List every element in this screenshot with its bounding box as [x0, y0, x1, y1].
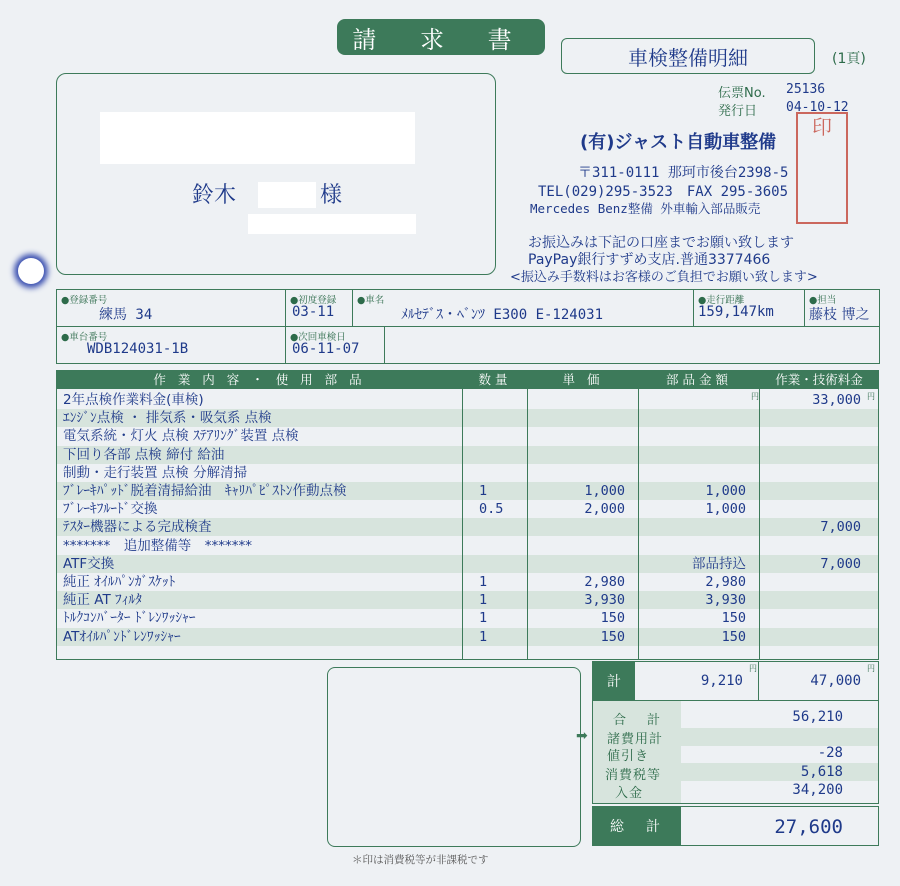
- cell-parts-amount: [640, 409, 746, 427]
- reg-number-label: ●登録番号: [61, 295, 108, 306]
- table-row: [57, 500, 878, 518]
- cell-unit-price: [529, 537, 625, 555]
- chassis-number: WDB124031-1B: [87, 341, 189, 357]
- col-parts-amount: 部品金額: [665, 372, 732, 387]
- yen-mark: 円: [751, 392, 759, 401]
- next-inspection-cell: [285, 326, 385, 364]
- cell-parts-amount: [640, 518, 746, 536]
- cell-unit-price: 150: [600, 610, 625, 627]
- staff: 藤枝 博之: [809, 307, 870, 323]
- cell-description: ATF交換: [63, 555, 115, 572]
- issue-date-label: 発行日: [718, 104, 758, 119]
- yen-mark: 円: [867, 664, 875, 673]
- seal-text: 印: [812, 115, 832, 139]
- tax-value: 5,618: [800, 764, 843, 780]
- mileage-cell: [693, 289, 805, 327]
- cell-unit-price: 150: [600, 628, 625, 645]
- cell-parts-amount: [640, 446, 746, 464]
- company-seal-stamp: [796, 112, 848, 224]
- grand-total-label: 総 計: [593, 807, 681, 845]
- cell-labor: [761, 409, 861, 427]
- table-row: [57, 628, 878, 646]
- cell-labor: [761, 537, 861, 555]
- col-description: 作 業 内 容 ・ 使 用 部 品: [153, 372, 366, 387]
- cell-parts-amount: 2,980: [705, 574, 746, 590]
- cell-parts-amount: 1,000: [705, 501, 746, 518]
- detail-table: [56, 370, 879, 660]
- table-row: [57, 482, 878, 500]
- cell-qty: 0.5: [479, 501, 504, 518]
- cell-labor: 7,000: [820, 555, 861, 572]
- cell-description: 純正 ｵｲﾙﾊﾟﾝｶﾞｽｹｯﾄ: [63, 574, 176, 590]
- cell-description: 純正 AT ﾌｨﾙﾀ: [63, 592, 143, 609]
- car-name-label: ●車名: [357, 295, 385, 306]
- cell-parts-amount: 150: [721, 610, 746, 627]
- paid-value: 34,200: [792, 782, 843, 798]
- cell-qty: 1: [479, 628, 488, 645]
- cell-unit-price: [529, 464, 625, 482]
- cell-qty: 1: [479, 483, 488, 499]
- misc-label: 諸費用計: [607, 732, 664, 747]
- customer-address-box: [56, 73, 496, 275]
- table-row: [57, 427, 878, 445]
- reg-number: 練馬 34: [99, 307, 153, 323]
- cell-description: ﾃｽﾀｰ機器による完成検査: [63, 519, 212, 536]
- table-row: [57, 446, 878, 464]
- document-type: 車検整備明細: [561, 38, 815, 74]
- table-row: [57, 555, 878, 573]
- vehicle-blank-cell: [384, 326, 880, 364]
- cell-unit-price: [529, 446, 625, 464]
- col-qty: 数量: [478, 372, 512, 387]
- first-reg-cell: [285, 289, 353, 327]
- next-inspection-label: ●次回車検日: [290, 332, 346, 343]
- discount-value: -28: [817, 745, 843, 761]
- cell-parts-amount: [640, 464, 746, 482]
- next-inspection-date: 06-11-07: [292, 341, 360, 357]
- car-name-cell: [352, 289, 694, 327]
- cell-unit-price: 3,930: [584, 592, 625, 609]
- cell-unit-price: [529, 555, 625, 573]
- grand-total-row: [592, 806, 879, 846]
- page-number: (1頁): [832, 51, 866, 67]
- chassis-cell: [56, 326, 286, 364]
- cell-description: ﾄﾙｸｺﾝﾊﾞｰﾀｰ ﾄﾞﾚﾝﾜｯｼｬｰ: [63, 610, 196, 627]
- cell-labor: [761, 628, 861, 646]
- table-row: [57, 609, 878, 627]
- cell-parts-amount: [640, 391, 746, 409]
- cell-description: ﾌﾞﾚｰｷﾌﾙｰﾄﾞ交換: [63, 501, 158, 518]
- cell-description: ｴﾝｼﾞﾝ点検 ・ 排気系・吸気系 点検: [63, 410, 272, 427]
- company-name: (有)ジャスト自動車整備: [580, 132, 777, 153]
- cell-unit-price: [529, 518, 625, 536]
- redacted-extra: [248, 214, 416, 234]
- discount-label: 値引き: [607, 749, 650, 764]
- staff-cell: [804, 289, 880, 327]
- staff-label: ●担当: [809, 295, 837, 306]
- cell-description: ATｵｲﾙﾊﾟﾝﾄﾞﾚﾝﾜｯｼｬｰ: [63, 628, 181, 645]
- slip-number: 25136: [786, 82, 826, 97]
- cell-description: 制動・走行装置 点検 分解清掃: [63, 464, 248, 481]
- cell-description: ******* 追加整備等 *******: [63, 537, 252, 554]
- arrow-icon: ➡: [576, 728, 588, 744]
- table-row: [57, 573, 878, 591]
- company-tagline: Mercedes Benz整備 外車輸入部品販売: [530, 201, 761, 216]
- table-row: [57, 537, 878, 555]
- subtotal-label: 計: [593, 662, 635, 700]
- customer-honorific: 様: [320, 183, 343, 208]
- issue-date: 04-10-12: [786, 100, 849, 115]
- totals-breakdown: [592, 700, 879, 804]
- bank-notice-line3: <振込み手数料はお客様のご負担でお願い致します>: [510, 270, 818, 285]
- chassis-label: ●車台番号: [61, 332, 108, 343]
- cell-parts-amount: 部品持込: [692, 555, 746, 572]
- col-unit-price: 単 価: [562, 372, 604, 387]
- cell-labor: 33,000: [812, 392, 861, 408]
- first-reg: 03-11: [292, 304, 335, 320]
- cell-unit-price: 1,000: [584, 483, 625, 499]
- memo-box: [327, 667, 581, 847]
- cell-unit-price: 2,980: [584, 574, 625, 590]
- parts-subtotal: 9,210: [700, 673, 743, 689]
- mileage-label: ●走行距離: [698, 295, 745, 306]
- mileage: 159,147km: [698, 304, 774, 320]
- first-reg-label: ●初度登録: [290, 295, 337, 306]
- cell-labor: [761, 591, 861, 609]
- col-divider: [759, 371, 760, 659]
- labor-subtotal: 47,000: [810, 673, 861, 689]
- table-row: [57, 518, 878, 536]
- bank-notice-line1: お振込みは下記の口座までお願い致します: [528, 235, 794, 251]
- cell-unit-price: [529, 409, 625, 427]
- cell-labor: [761, 609, 861, 627]
- company-phone: TEL(029)295-3523 FAX 295-3605: [538, 184, 789, 200]
- cell-parts-amount: 150: [721, 628, 746, 645]
- bank-notice-line2: PayPay銀行すずめ支店.普通3377466: [528, 252, 771, 268]
- table-row: [57, 409, 878, 427]
- cell-parts-amount: 1,000: [705, 483, 746, 499]
- redacted-given-name: [258, 182, 316, 208]
- cell-labor: [761, 500, 861, 518]
- sum-value: 56,210: [792, 709, 843, 725]
- yen-mark: 円: [749, 664, 757, 673]
- col-labor: 作業・技術料金: [775, 372, 863, 387]
- cell-labor: [761, 427, 861, 445]
- cell-qty: 1: [479, 592, 488, 609]
- reg-number-cell: [56, 289, 286, 327]
- cell-labor: [761, 446, 861, 464]
- yen-mark: 円: [867, 392, 875, 401]
- cell-unit-price: [529, 391, 625, 409]
- punch-hole: [18, 258, 44, 284]
- cell-description: 下回り各部 点検 締付 給油: [63, 446, 225, 463]
- car-name: ﾒﾙｾﾃﾞｽ・ﾍﾞﾝﾂ E300 E-124031: [401, 307, 604, 323]
- footnote: ＊印は消費税等が非課税です: [352, 854, 489, 866]
- company-address: 〒311-0111 那珂市後台2398-5: [578, 165, 789, 181]
- col-divider: [527, 371, 528, 659]
- subtotal-row: [592, 661, 879, 701]
- cell-parts-amount: [640, 537, 746, 555]
- table-row: [57, 464, 878, 482]
- cell-qty: 1: [479, 610, 488, 627]
- sum-label: 合 計: [613, 713, 665, 728]
- cell-unit-price: [529, 427, 625, 445]
- cell-parts-amount: [640, 427, 746, 445]
- cell-description: ﾌﾞﾚｰｷﾊﾟｯﾄﾞ脱着清掃給油 ｷｬﾘﾊﾟﾋﾟｽﾄﾝ作動点検: [63, 483, 347, 499]
- cell-description: 電気系統・灯火 点検 ｽﾃｱﾘﾝｸﾞ装置 点検: [63, 428, 299, 445]
- paid-label: 入金: [615, 786, 644, 801]
- cell-unit-price: 2,000: [584, 501, 625, 518]
- col-divider: [638, 371, 639, 659]
- cell-labor: [761, 573, 861, 591]
- cell-labor: 7,000: [820, 519, 861, 536]
- cell-description: 2年点検作業料金(車検): [63, 392, 204, 408]
- redacted-address: [100, 112, 415, 164]
- misc-row-shade: [681, 728, 878, 746]
- cell-labor: [761, 464, 861, 482]
- table-header: [57, 371, 878, 389]
- divider: [758, 662, 759, 700]
- slip-number-label: 伝票No.: [718, 86, 766, 101]
- tax-label: 消費税等: [605, 768, 662, 783]
- cell-qty: 1: [479, 574, 488, 590]
- col-divider: [462, 371, 463, 659]
- document-title: 請 求 書: [337, 19, 545, 55]
- cell-labor: [761, 482, 861, 500]
- table-row: [57, 591, 878, 609]
- customer-name: 鈴木: [192, 183, 237, 208]
- cell-parts-amount: 3,930: [705, 592, 746, 609]
- grand-total-value: 27,600: [774, 816, 843, 838]
